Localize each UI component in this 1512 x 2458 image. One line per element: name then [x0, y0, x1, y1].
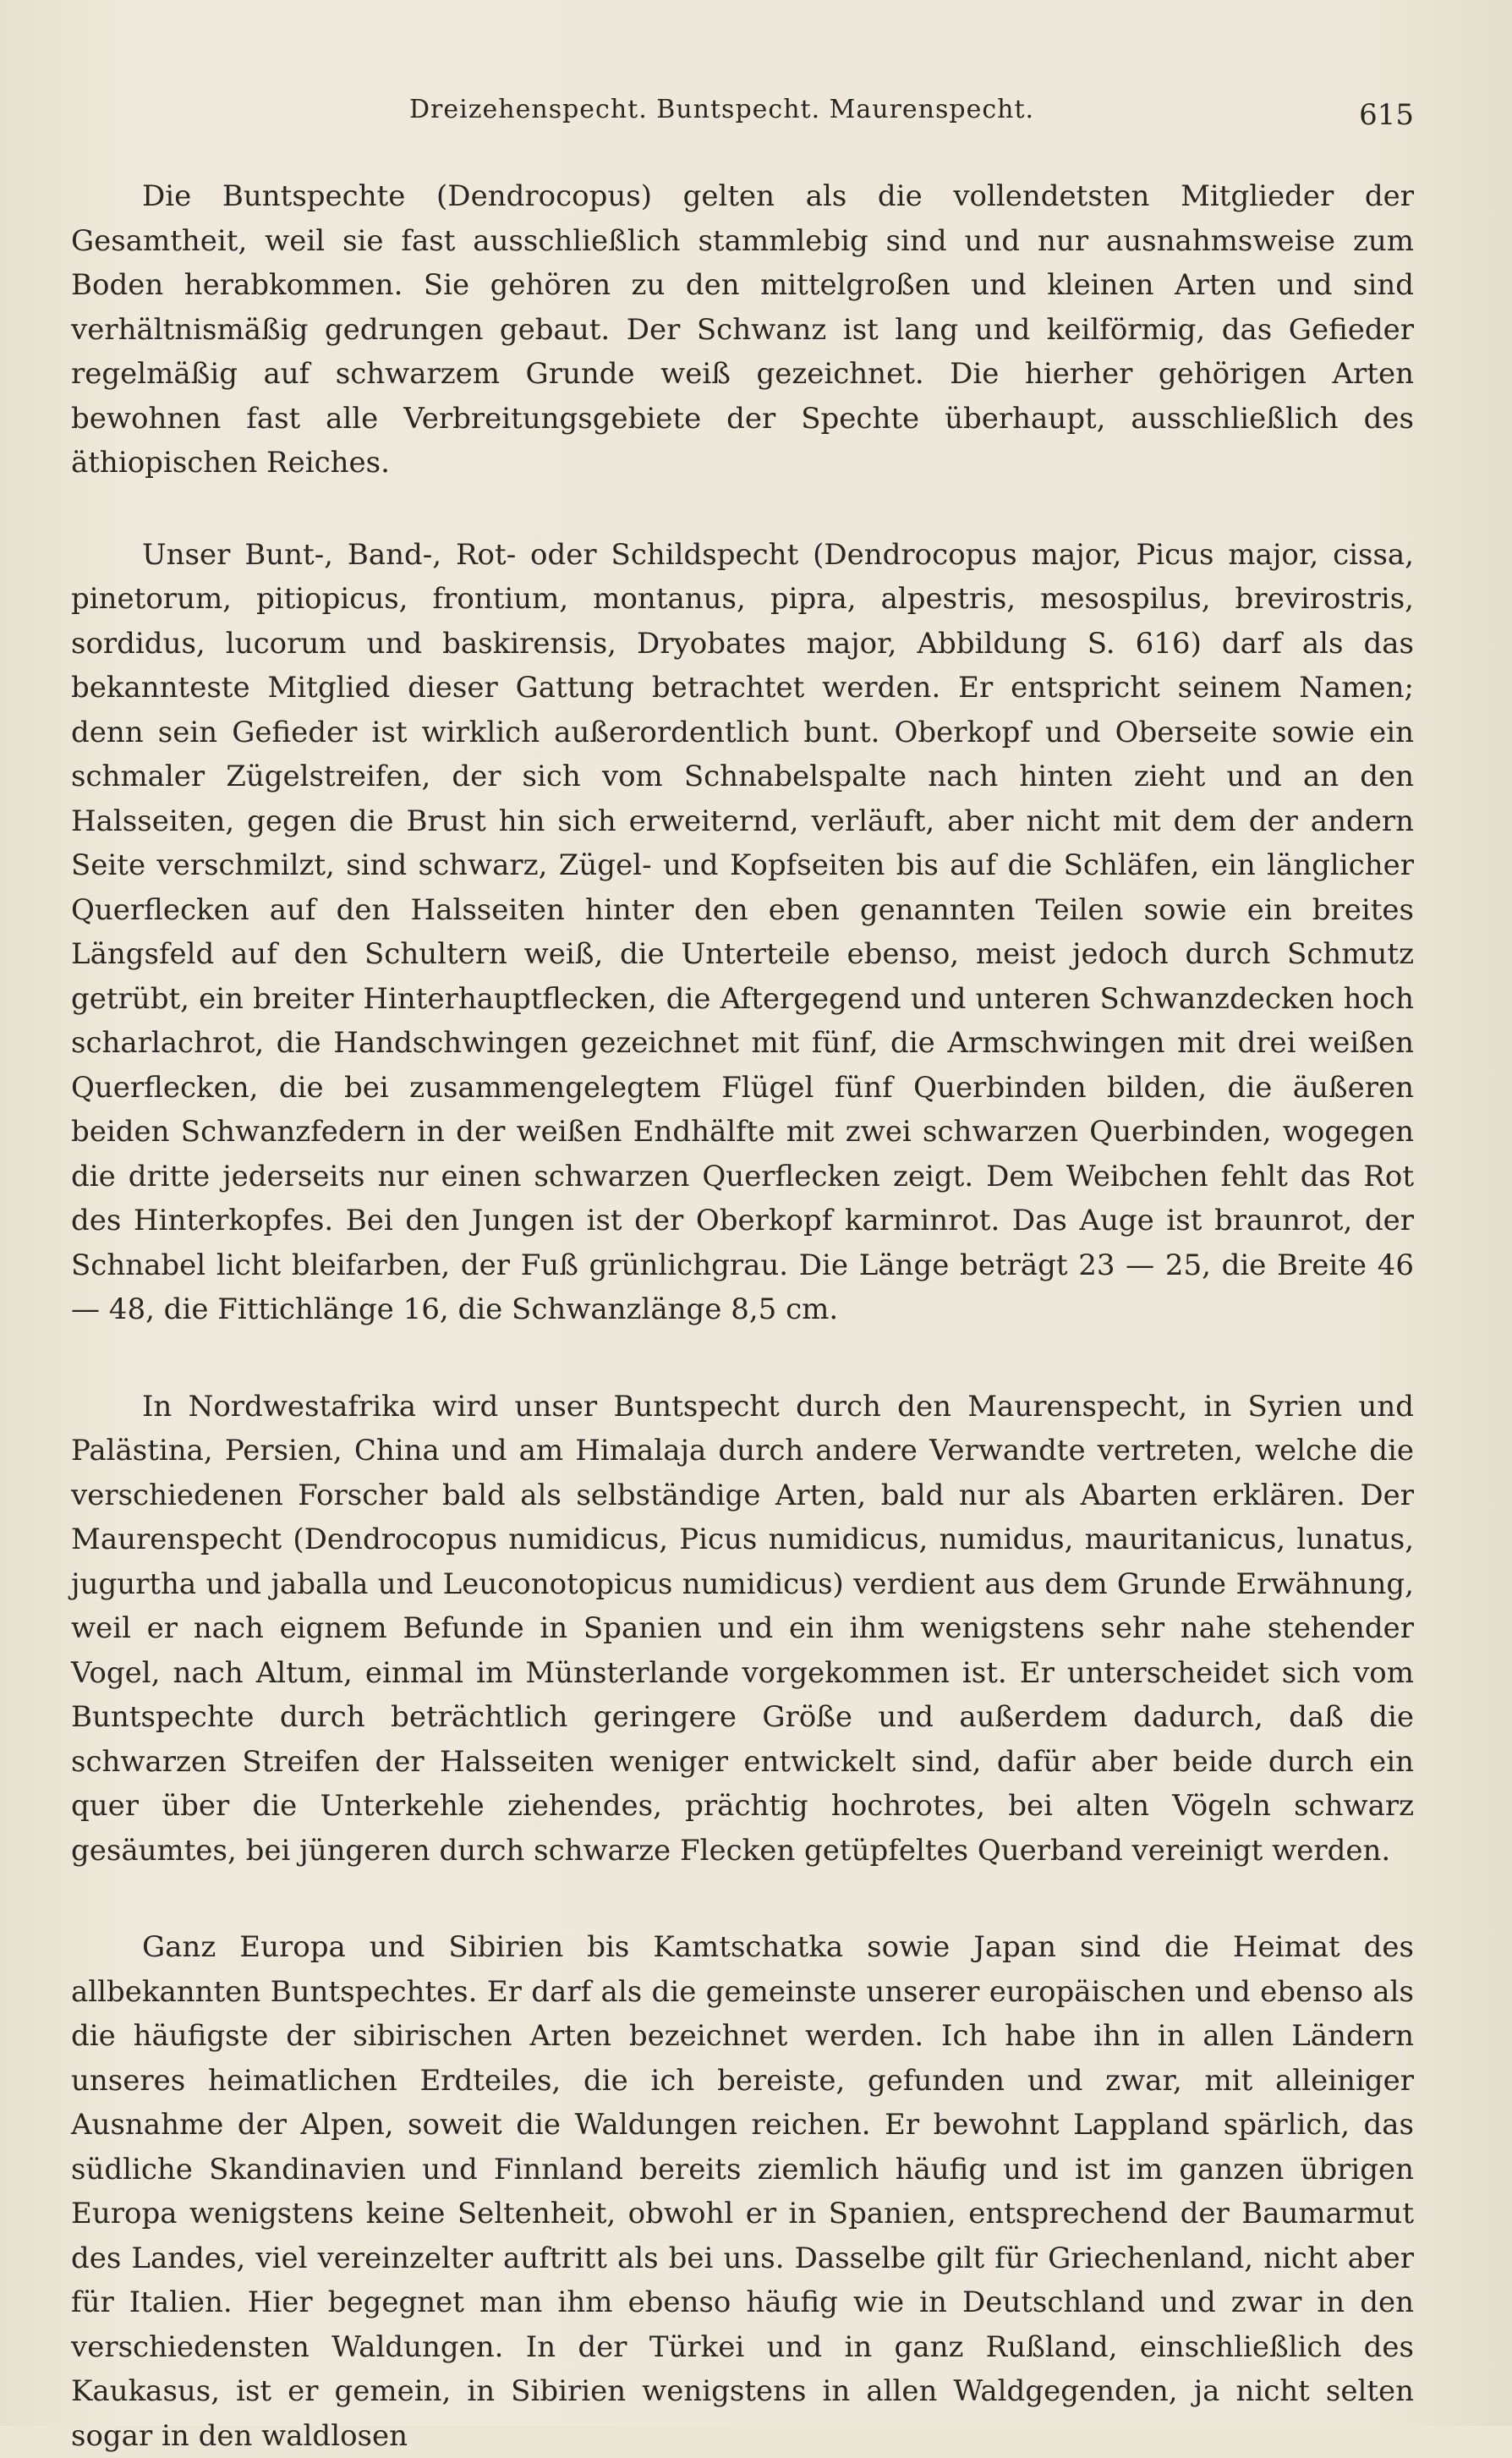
- running-head: Dreizehenspecht. Buntspecht. Maurenspecht.: [409, 95, 1035, 124]
- paragraph-distribution: Ganz Europa und Sibirien bis Kamtschatka sowie Japan sind die Heimat des allbekannten Buntspechtes. Er darf als die gemeinste unserer europäischen und ebenso als die häufigste der sibirischen Arten bezeichnet werden. Ich habe ihn in allen Ländern unseres heimatlichen Erdteiles, die ich bereiste, gefunden und zwar, mit alleiniger Ausnahme der Alpen, soweit die Waldungen reichen. Er bewohnt Lappland spärlich, das südliche Skandinavien und Finnland bereits ziemlich häufig und ist im ganzen übrigen Europa wenigstens keine Seltenheit, obwohl er in Spanien, entsprechend der Baumarmut des Landes, viel vereinzelter auftritt als bei uns. Dasselbe gilt für Griechenland, nicht aber für Italien. Hier begegnet man ihm ebenso häufig wie in Deutschland und zwar in den verschiedensten Waldungen. In der Türkei und in ganz Rußland, einschließlich des Kaukasus, ist er gemein, in Sibirien wenigstens in allen Waldgegenden, ja nicht selten sogar in den waldlosen: [71, 1930, 1414, 2453]
- paragraph-buntspechte-genus: Die Buntspechte (Dendrocopus) gelten als die vollendetsten Mitglieder der Gesamtheit, weil sie fast ausschließlich stammlebig sind und nur ausnahmsweise zum Boden herabkommen. Sie gehören zu den mittelgroßen und kleinen Arten und sind verhältnismäßig gedrungen gebaut. Der Schwanz ist lang und keilförmig, das Gefieder regelmäßig auf schwarzem Grunde weiß gezeichnet. Die hierher gehörigen Arten bewohnen fast alle Verbreitungsgebiete der Spechte überhaupt, ausschließlich des äthiopischen Reiches.: [71, 179, 1414, 480]
- body-text: [71, 174, 1414, 2458]
- paragraph-buntspecht-description: Unser Bunt-, Band-, Rot- oder Schildspecht (Dendrocopus major, Picus major, cissa, pinetorum, pitiopicus, frontium, montanus, pipra, alpestris, mesospilus, brevirostris, sordidus, lucorum und baskirensis, Dryobates major, Abbildung S. 616) darf als das bekannteste Mitglied dieser Gattung betrachtet werden. Er entspricht seinem Namen; denn sein Gefieder ist wirklich außerordentlich bunt. Oberkopf und Oberseite sowie ein schmaler Zügelstreifen, der sich vom Schnabelspalte nach hinten zieht und an den Halsseiten, gegen die Brust hin sich erweiternd, verläuft, aber nicht mit dem der andern Seite verschmilzt, sind schwarz, Zügel- und Kopfseiten bis auf die Schläfen, ein länglicher Querflecken auf den Halsseiten hinter den eben genannten Teilen sowie ein breites Längsfeld auf den Schultern weiß, die Unterteile ebenso, meist jedoch durch Schmutz getrübt, ein breiter Hinterhauptflecken, die Aftergegend und unteren Schwanzdecken hoch scharlachrot, die Handschwingen gezeichnet mit fünf, die Armschwingen mit drei weißen Querflecken, die bei zusammengelegtem Flügel fünf Querbinden bilden, die äußeren beiden Schwanzfedern in der weißen Endhälfte mit zwei schwarzen Querbinden, wogegen die dritte jederseits nur einen schwarzen Querflecken zeigt. Dem Weibchen fehlt das Rot des Hinterkopfes. Bei den Jungen ist der Oberkopf karminrot. Das Auge ist braunrot, der Schnabel licht bleifarben, der Fuß grünlichgrau. Die Länge beträgt 23 — 25, die Breite 46 — 48, die Fittichlänge 16, die Schwanzlänge 8,5 cm.: [71, 537, 1414, 1326]
- paragraph-maurenspecht: In Nordwestafrika wird unser Buntspecht durch den Maurenspecht, in Syrien und Palästina, Persien, China und am Himalaja durch andere Verwandte vertreten, welche die verschiedenen Forscher bald als selbständige Arten, bald nur als Abarten erklären. Der Maurenspecht (Dendrocopus numidicus, Picus numidicus, numidus, mauritanicus, lunatus, jugurtha und jaballa und Leuconotopicus numidicus) verdient aus dem Grunde Erwähnung, weil er nach eignem Befunde in Spanien und ein ihm wenigstens sehr nahe stehender Vogel, nach Altum, einmal im Münsterlande vorgekommen ist. Er unterscheidet sich vom Buntspechte durch beträchtlich geringere Größe und außerdem dadurch, daß die schwarzen Streifen der Halsseiten weniger entwickelt sind, dafür aber beide durch ein quer über die Unterkehle ziehendes, prächtig hochrotes, bei alten Vögeln schwarz gesäumtes, bei jüngeren durch schwarze Flecken getüpfeltes Querband vereinigt werden.: [71, 1389, 1414, 1868]
- page-header: [71, 91, 1414, 142]
- page-number: 615: [1359, 98, 1414, 132]
